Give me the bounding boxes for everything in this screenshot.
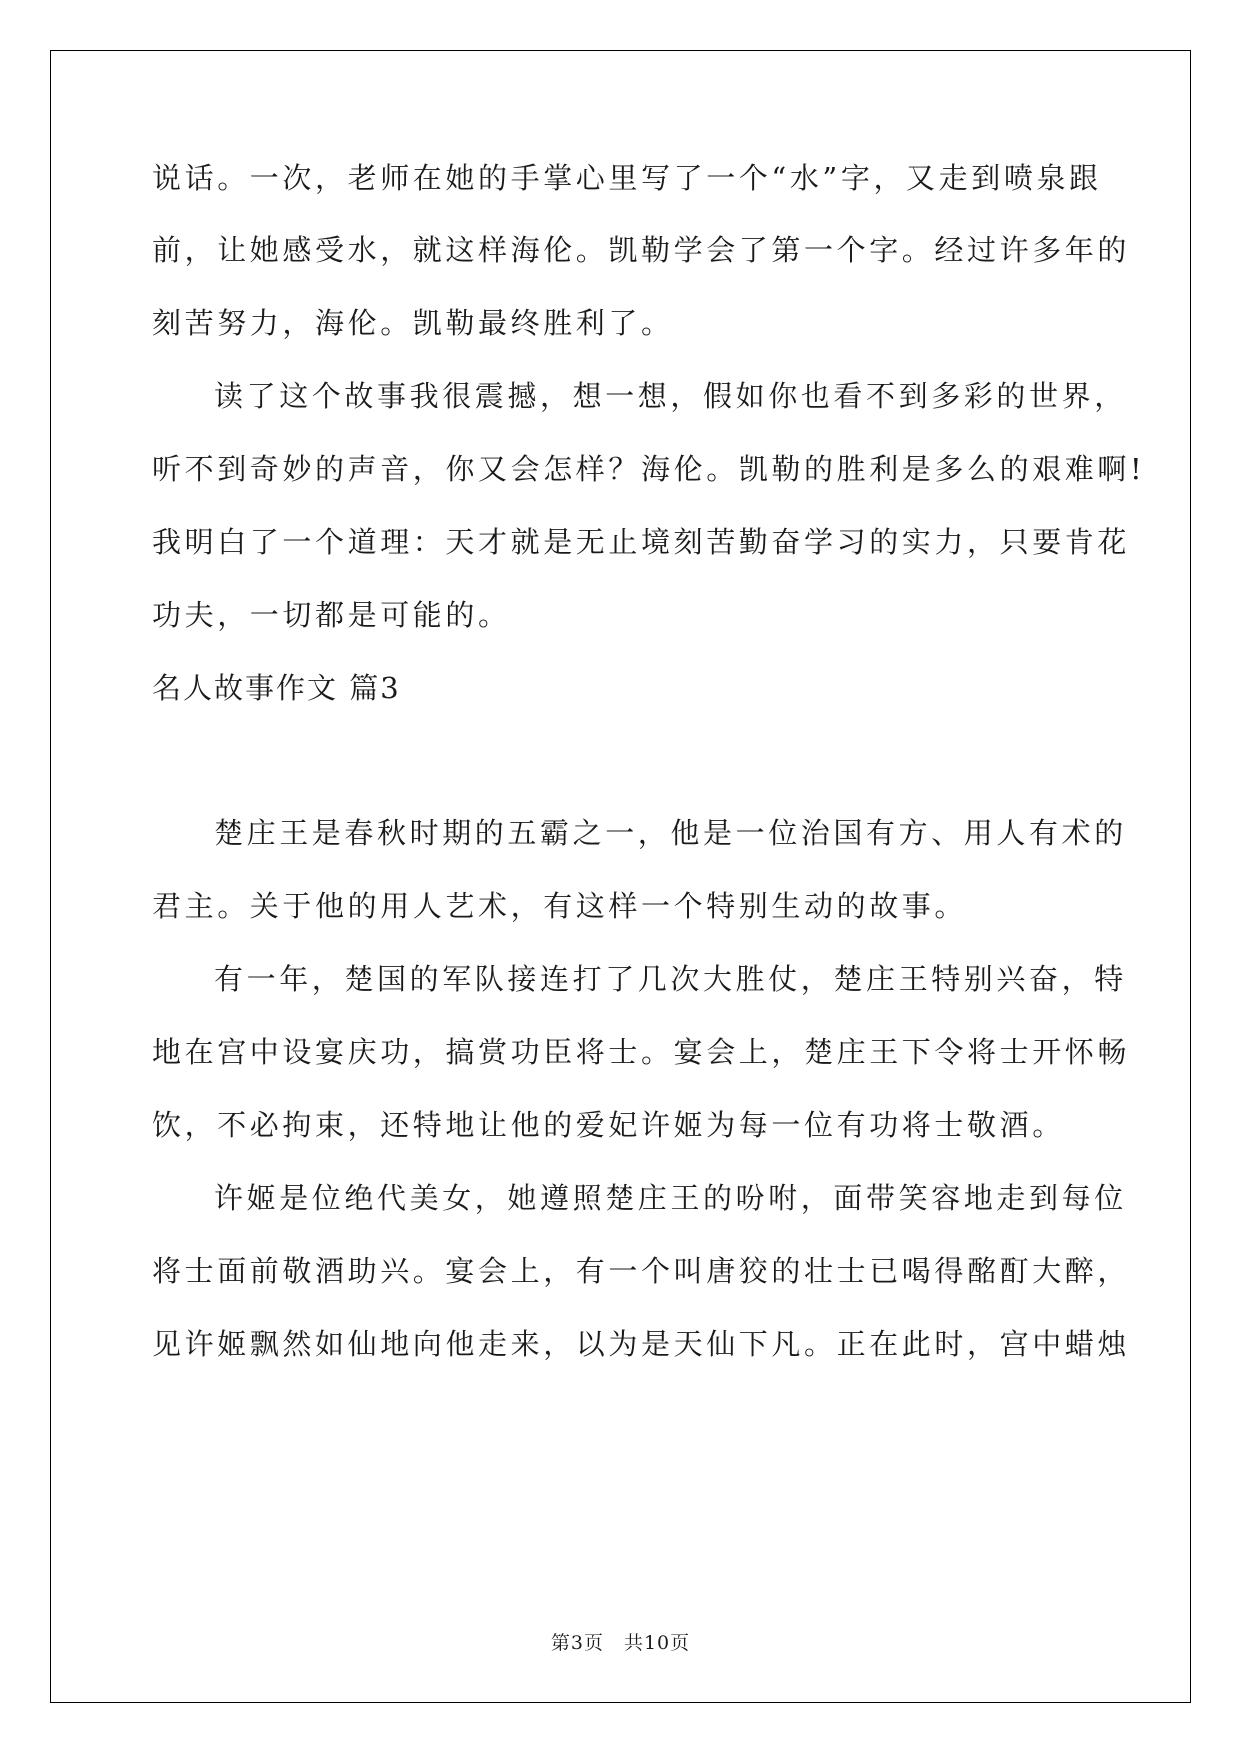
paragraph-start-line: 有一年，楚国的军队接连打了几次大胜仗，楚庄王特别兴奋，特 bbox=[214, 962, 1127, 996]
text-line: 将士面前敬酒助兴。宴会上，有一个叫唐狡的壮士已喝得酩酊大醉， bbox=[152, 1254, 1131, 1288]
text-line: 前，让她感受水，就这样海伦。凯勒学会了第一个字。经过许多年的 bbox=[152, 233, 1131, 267]
section-heading: 名人故事作文 篇3 bbox=[152, 671, 401, 705]
text-line: 听不到奇妙的声音，你又会怎样？海伦。凯勒的胜利是多么的艰难啊! bbox=[152, 452, 1146, 486]
text-line: 说话。一次，老师在她的手掌心里写了一个“水”字，又走到喷泉跟 bbox=[152, 161, 1102, 195]
paragraph-start-line: 读了这个故事我很震撼，想一想，假如你也看不到多彩的世界， bbox=[214, 379, 1127, 413]
page-number: 第3页 共10页 bbox=[550, 1632, 691, 1654]
text-line: 饮，不必拘束，还特地让他的爱妃许姬为每一位有功将士敬酒。 bbox=[152, 1108, 1065, 1142]
paragraph-start-line: 楚庄王是春秋时期的五霸之一，他是一位治国有方、用人有术的 bbox=[214, 816, 1127, 850]
text-line: 功夫，一切都是可能的。 bbox=[152, 598, 511, 632]
text-line: 地在宫中设宴庆功，搞赏功臣将士。宴会上，楚庄王下令将士开怀畅 bbox=[152, 1035, 1131, 1069]
text-line: 君主。关于他的用人艺术，有这样一个特别生动的故事。 bbox=[152, 889, 968, 923]
text-line: 见许姬飘然如仙地向他走来，以为是天仙下凡。正在此时，宫中蜡烛 bbox=[152, 1327, 1131, 1361]
text-line: 我明白了一个道理：天才就是无止境刻苦勤奋学习的实力，只要肯花 bbox=[152, 525, 1131, 559]
paragraph-start-line: 许姬是位绝代美女，她遵照楚庄王的吩咐，面带笑容地走到每位 bbox=[214, 1181, 1127, 1215]
page-border bbox=[50, 50, 1191, 1703]
text-line: 刻苦努力，海伦。凯勒最终胜利了。 bbox=[152, 306, 674, 340]
